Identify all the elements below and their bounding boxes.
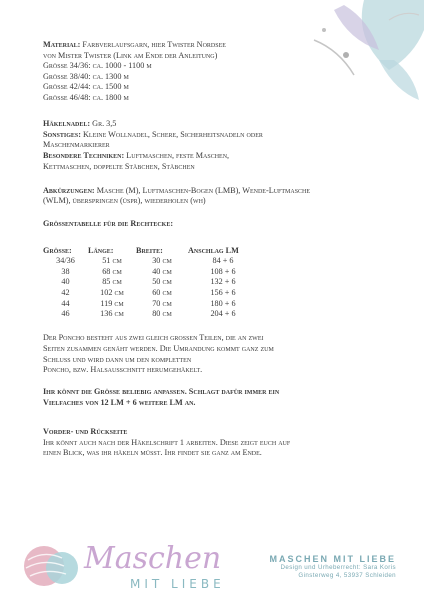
- material-size-1: Grösse 34/36: ca. 1000 - 1100 m: [43, 61, 152, 71]
- material-text: Farbverlaufsgarn, hier Twister Nordsee: [82, 40, 226, 49]
- note-line-1: Ihr könnt die Grösse beliebig anpassen. Schlagt dafür immer ein: [43, 387, 280, 397]
- description-line-1: Der Poncho besteht aus zwei gleich grossen Teilen, die an zwei: [43, 333, 264, 343]
- table-cell: 50 cm: [152, 277, 172, 287]
- table-cell: 180 + 6: [210, 298, 236, 308]
- table-cell: 119 cm: [100, 298, 124, 308]
- abbreviations-text: Masche (M), Luftmaschen-Bogen (LMB), Wende-Luftmasche: [96, 185, 311, 195]
- maker-brand: MASCHEN MIT LIEBE: [269, 554, 396, 564]
- table-row: [43, 256, 258, 267]
- table-cell: 42: [61, 288, 70, 298]
- table-cell: 132 + 6: [210, 277, 236, 287]
- maker-address: Ginsterweg 4, 53937 Schleiden: [298, 572, 396, 579]
- table-cell: 136 cm: [100, 309, 124, 319]
- table-cell: 44: [61, 298, 70, 308]
- section-text-1: Ihr könnt auch nach der Häkelschrift 1 arbeiten. Diese zeigt euch auf: [43, 437, 291, 447]
- abbreviations-label: Abkürzungen:: [43, 185, 95, 195]
- logo-script-text: Maschen: [84, 541, 222, 576]
- table-cell: 102 cm: [100, 288, 124, 298]
- table-cell: 108 + 6: [210, 266, 236, 276]
- table-cell: 30 cm: [152, 256, 172, 266]
- needle-value: Gr. 3,5: [92, 119, 117, 129]
- size-table: [43, 246, 258, 320]
- table-cell: 80 cm: [152, 309, 172, 319]
- material-size-3: Grösse 42/44: ca. 1500 m: [43, 82, 129, 92]
- other-text: Kleine Wollnadel, Schere, Sicherheitsnadeln oder: [83, 129, 263, 139]
- table-cell: 46: [61, 309, 70, 319]
- techniques-label: Besondere Techniken:: [43, 150, 125, 160]
- pattern-content: [43, 40, 393, 459]
- table-header: Länge:: [88, 245, 114, 255]
- table-cell: 70 cm: [152, 298, 172, 308]
- needle-label: Häkelnadel:: [43, 119, 91, 129]
- description-line-4: Poncho, bzw. Halsausschnitt herumgehäkelt.: [43, 365, 203, 375]
- section-title: Vorder- und Rückseite: [43, 427, 128, 437]
- table-row: [43, 299, 258, 310]
- material-label: Material:: [43, 40, 81, 49]
- maschen-mit-liebe-logo: [22, 528, 232, 598]
- material-size-4: Grösse 46/48: ca. 1800 m: [43, 92, 129, 102]
- size-table-title: Grössentabelle für die Rechtecke:: [43, 218, 174, 228]
- table-cell: 156 + 6: [210, 288, 236, 298]
- other-label: Sonstiges:: [43, 129, 81, 139]
- table-cell: 38: [61, 266, 70, 276]
- section-text-2: einen Blick, was ihr häkeln müsst. Ihr findet sie ganz am Ende.: [43, 448, 262, 458]
- techniques-text: Luftmaschen, feste Maschen,: [126, 150, 230, 160]
- table-cell: 40: [61, 277, 70, 287]
- table-header: Breite:: [136, 245, 163, 255]
- table-cell: 51 cm: [102, 256, 122, 266]
- techniques-text-2: Kettmaschen, doppelte Stäbchen, Stäbchen: [43, 161, 195, 171]
- table-cell: 68 cm: [102, 266, 122, 276]
- other-text-2: Maschenmarkierer: [43, 140, 110, 150]
- material-text-2: von Mister Twister (Link am Ende der Anleitung): [43, 50, 218, 60]
- description-line-2: Seiten zusammen genäht werden. Die Umrandung kommt ganz zum: [43, 344, 274, 354]
- maker-info: [269, 554, 396, 580]
- logo-sub-text: MIT LIEBE: [130, 577, 225, 591]
- table-cell: 204 + 6: [210, 309, 236, 319]
- table-row: [43, 309, 258, 320]
- footer: [0, 520, 424, 600]
- table-header-row: [43, 246, 258, 257]
- table-header: Anschlag LM: [188, 245, 239, 255]
- table-header: Grösse:: [43, 245, 72, 255]
- table-cell: 60 cm: [152, 288, 172, 298]
- description-line-3: Schluss und wird dann um den kompletten: [43, 354, 192, 364]
- maker-credit: Design und Urheberrecht: Sara Koris: [280, 564, 396, 571]
- table-cell: 34/36: [56, 256, 75, 266]
- abbreviations-text-2: (WLM), überspringen (üspr), wiederholen (wh): [43, 196, 206, 206]
- note-line-2: Vielfaches von 12 LM + 6 weitere LM an.: [43, 398, 196, 407]
- table-cell: 40 cm: [152, 266, 172, 276]
- material-size-2: Grösse 38/40: ca. 1300 m: [43, 71, 129, 81]
- table-cell: 84 + 6: [212, 256, 234, 266]
- table-cell: 85 cm: [102, 277, 122, 287]
- table-row: [43, 277, 258, 288]
- table-row: [43, 267, 258, 278]
- table-row: [43, 288, 258, 299]
